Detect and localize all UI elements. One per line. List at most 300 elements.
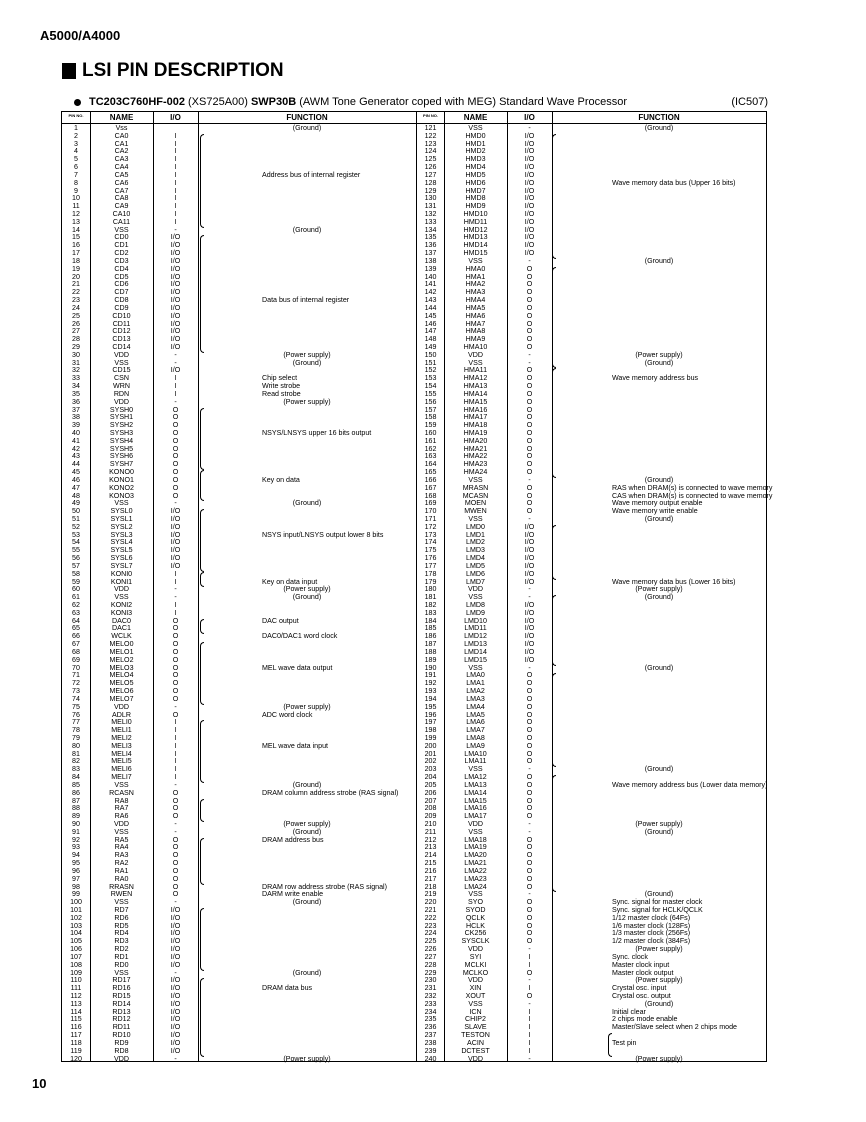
pin-number: 125 [424,155,437,164]
pin-io: O [172,859,179,868]
pin-name: HMD2 [465,147,486,156]
pin-name: VDD [468,350,483,359]
chip-name: SWP30B [250,96,297,108]
column-header-pin: PIN NO. [68,113,84,118]
pin-io: O [526,483,533,492]
pin-io: I [174,217,177,226]
pin-number: 213 [424,843,437,852]
pin-io: O [172,843,179,852]
pin-io: I [174,170,177,179]
pin-name: LMD6 [466,569,485,578]
pin-name: HMA15 [463,397,488,406]
pin-io: O [172,475,179,484]
pin-number: 142 [424,288,437,297]
pin-function: Chip select [262,374,298,383]
pin-number: 162 [424,444,437,453]
pin-name: MELI7 [111,773,132,782]
pin-io: O [526,428,533,437]
pin-io: I [174,147,177,156]
pin-number: 105 [70,937,82,946]
pin-io: O [526,327,533,336]
pin-name: LMA24 [464,882,487,891]
pin-io: I/O [170,984,181,993]
pin-name: DAC0 [112,616,131,625]
pin-name: VDD [468,819,483,828]
pin-name: HMD9 [465,202,486,211]
pin-number: 230 [424,976,437,985]
pin-number: 214 [424,851,437,860]
pin-io: - [174,702,177,711]
pin-io: O [526,694,533,703]
pin-io: O [172,671,179,680]
pin-number: 11 [72,202,80,211]
pin-number: 89 [72,812,80,821]
pin-name: VDD [114,585,129,594]
pin-number: 184 [424,616,437,625]
group-bracket [200,619,204,635]
group-bracket [200,720,204,783]
pin-io: O [526,366,533,375]
pin-function: Write strobe [262,382,301,391]
pin-io: O [526,749,533,758]
pin-io: O [172,804,179,813]
pin-number: 12 [72,210,80,219]
pin-number: 97 [72,874,80,883]
page-number: 10 [32,1076,47,1091]
pin-name: HMD1 [465,139,486,148]
pin-io: I/O [524,655,535,664]
pin-io: O [172,890,179,899]
pin-number: 170 [424,507,437,516]
pin-number: 31 [72,358,80,367]
pin-name: HMA18 [463,421,488,430]
pin-number: 173 [424,530,437,539]
pin-name: RD15 [112,992,131,1001]
pin-name: HMA8 [465,327,486,336]
pin-number: 22 [72,288,80,297]
pin-io: - [528,350,531,359]
pin-name: SLAVE [464,1023,487,1032]
pin-function: (Ground) [644,475,674,484]
pin-name: LMA4 [466,702,485,711]
pin-io: - [528,585,531,594]
pin-io: I [174,718,177,727]
pin-number: 64 [72,616,80,625]
pin-io: O [526,374,533,383]
pin-number: 159 [424,421,437,430]
pin-function: (Ground) [644,663,674,672]
pin-name: SYSL6 [110,554,133,563]
pin-io: O [172,874,179,883]
pin-number: 35 [72,389,80,398]
pin-io: - [174,593,177,602]
pin-function: (Ground) [292,124,322,132]
pin-function: (Ground) [292,499,322,508]
pin-name: HMD10 [463,210,488,219]
pin-io: I/O [170,1038,181,1047]
pin-number: 137 [424,249,437,258]
pin-name: WRN [113,382,130,391]
pin-number: 192 [424,679,437,688]
pin-name: RD0 [114,960,129,969]
pin-number: 212 [424,835,437,844]
pin-number: 208 [424,804,437,813]
pin-function: 1/2 master clock (384Fs) [612,937,691,946]
pin-function: Sync. signal for master clock [612,898,703,907]
pin-number: 166 [424,475,437,484]
pin-name: VSS [468,827,483,836]
pin-io: - [174,585,177,594]
pin-number: 100 [70,898,82,907]
pin-number: 226 [424,945,437,954]
pin-io: O [172,796,179,805]
pin-io: I [528,1046,531,1055]
pin-number: 32 [72,366,80,375]
pin-io: O [526,835,533,844]
pin-name: LMA7 [466,726,485,735]
pin-io: I/O [524,217,535,226]
pin-number: 183 [424,608,437,617]
pin-name: CD10 [112,311,131,320]
pin-function: MEL wave data output [262,663,333,672]
pin-number: 171 [424,515,437,523]
pin-number: 134 [424,225,437,234]
pin-number: 73 [72,687,80,696]
pin-name: KONI3 [110,608,133,617]
pin-number: 96 [72,866,80,875]
pin-io: - [528,976,531,985]
pin-number: 18 [72,256,80,265]
pin-io: O [526,898,533,907]
pin-number: 114 [70,1007,82,1016]
table-row [62,1056,416,1064]
pin-name: CD9 [114,303,129,312]
pin-io: - [174,499,177,508]
pin-number: 187 [424,640,437,649]
pin-function: (Ground) [644,515,674,523]
pin-io: I [528,960,531,969]
pin-function: (Power supply) [283,350,331,359]
pin-io: I/O [170,249,181,258]
pin-name: CA8 [114,194,129,203]
pin-io: I/O [524,155,535,164]
pin-number: 175 [424,546,437,555]
pin-number: 110 [70,976,82,985]
pin-io: O [526,413,533,422]
pin-io: O [526,866,533,875]
pin-io: I/O [524,530,535,539]
pin-name: QCLK [465,913,486,922]
pin-number: 4 [74,147,78,156]
pin-io: O [526,382,533,391]
pin-name: LMA19 [464,843,487,852]
pin-name: MCLKI [464,960,487,969]
pin-name: CD7 [114,288,129,297]
group-bracket [552,595,556,665]
pin-name: MELO6 [109,687,134,696]
pin-function: Master clock output [612,968,674,977]
pin-number: 156 [424,397,437,406]
pin-name: HMA2 [465,280,486,289]
pin-io: I/O [524,241,535,250]
pin-io: O [526,859,533,868]
pin-number: 122 [424,131,437,140]
pin-number: 106 [70,945,82,954]
pin-name: HMA23 [463,460,488,469]
pin-number: 205 [424,780,437,789]
pin-number: 174 [424,538,437,547]
pin-io: - [174,225,177,234]
pin-io: - [174,819,177,828]
pin-io: I/O [170,507,181,516]
pin-io: - [174,898,177,907]
pin-number: 109 [70,968,82,977]
pin-io: O [526,906,533,914]
pin-name: HMD7 [465,186,486,195]
pin-name: MELI6 [111,765,132,774]
pin-io: I [174,608,177,617]
pin-number: 45 [72,468,80,477]
pin-io: I/O [170,530,181,539]
pin-function: Wave memory write enable [612,507,698,516]
pin-name: MCASN [462,491,489,500]
pin-number: 169 [424,499,437,508]
pin-number: 116 [70,1023,82,1032]
pin-number: 180 [424,585,437,594]
pin-io: - [528,663,531,672]
pin-io: O [172,812,179,821]
pin-io: I/O [170,280,181,289]
pin-io: I [174,178,177,187]
pin-number: 215 [424,859,437,868]
pin-function: (Ground) [644,890,674,899]
pin-number: 191 [424,671,437,680]
pin-name: RD13 [112,1007,131,1016]
pin-number: 52 [72,522,80,531]
pin-name: ICN [469,1007,482,1016]
pin-name: VSS [468,475,483,484]
pin-name: HMD0 [465,131,486,140]
group-bracket [200,642,204,705]
pin-function: DRAM column address strobe (RAS signal) [262,788,399,797]
pin-number: 164 [424,460,437,469]
pin-number: 28 [72,335,80,344]
table-header [62,112,416,124]
pin-number: 235 [424,1015,437,1024]
pin-io: O [172,436,179,445]
pin-number: 195 [424,702,437,711]
pin-number: 177 [424,561,437,570]
pin-number: 2 [74,131,78,140]
pin-function: Crystal osc. input [612,984,667,993]
pin-name: MELO7 [109,694,134,703]
pin-name: HMA4 [465,296,486,305]
pin-name: RD17 [112,976,131,985]
pin-io: I [174,382,177,391]
pin-number: 65 [72,624,80,633]
pin-name: SYSL3 [110,530,133,539]
pin-function: Master clock input [612,960,670,969]
pin-function: (Ground) [644,765,674,774]
pin-function: Wave memory address bus (Lower data memory) [612,780,768,789]
pin-number: 72 [72,679,80,688]
pin-io: I/O [170,929,181,938]
pin-name: KONO3 [109,491,134,500]
pin-number: 126 [424,163,437,172]
pin-io: I [174,194,177,203]
pin-io: O [172,679,179,688]
pin-number: 78 [72,726,80,735]
pin-number: 62 [72,601,80,610]
pin-name: HMA20 [463,436,488,445]
pin-name: RA1 [114,866,129,875]
pin-number: 233 [424,999,437,1008]
pin-name: RD5 [114,921,129,930]
pin-name: LMA22 [464,866,487,875]
pin-name: SYSL7 [110,561,133,570]
pin-io: I [174,569,177,578]
pin-number: 151 [424,358,437,367]
pin-function: Crystal osc. output [612,992,671,1001]
pin-io: I/O [524,147,535,156]
pin-io: I/O [170,1015,181,1024]
pin-name: KONO0 [109,468,134,477]
pin-name: RD14 [112,999,131,1008]
pin-name: LMA20 [464,851,487,860]
pin-number: 120 [70,1054,82,1063]
pin-name: SYSL5 [110,546,133,555]
pin-number: 39 [72,421,80,430]
pin-name: RA3 [114,851,129,860]
pin-number: 40 [72,428,80,437]
pin-name: VSS [468,890,483,899]
pin-number: 56 [72,554,80,563]
pin-number: 14 [72,225,80,234]
pin-name: VSS [468,999,483,1008]
pin-io: I [174,202,177,211]
table-row [417,1056,766,1064]
pin-name: KONI0 [110,569,133,578]
pin-function: Address bus of internal register [262,170,361,179]
pin-name: HMD5 [465,170,486,179]
pin-number: 115 [70,1015,82,1024]
pin-io: - [528,890,531,899]
pin-name: MELI0 [111,718,132,727]
pin-number: 23 [72,296,80,305]
pin-name: LMA0 [466,671,485,680]
pin-function: Initial clear [612,1007,646,1016]
pin-number: 146 [424,319,437,328]
pin-io: I/O [170,327,181,336]
chip-alt: (XS725A00) [188,96,248,108]
pin-io: - [528,945,531,954]
pin-number: 185 [424,624,437,633]
pin-name: DAC1 [112,624,131,633]
pin-io: O [526,726,533,735]
pin-io: I/O [524,194,535,203]
pin-name: Vss [115,124,128,132]
section-title-text: LSI PIN DESCRIPTION [82,60,284,81]
pin-function: (Power supply) [635,1054,683,1063]
pin-number: 217 [424,874,437,883]
pin-number: 27 [72,327,80,336]
pin-name: LMA18 [464,835,487,844]
pin-io: O [526,280,533,289]
pin-io: I/O [170,913,181,922]
pin-name: RD12 [112,1015,131,1024]
pin-number: 13 [72,217,80,226]
pin-name: LMA8 [466,733,485,742]
pin-number: 128 [424,178,437,187]
pin-name: LMA2 [466,687,485,696]
pin-number: 197 [424,718,437,727]
pin-io: - [174,968,177,977]
pin-io: O [526,882,533,891]
pin-number: 223 [424,921,437,930]
pin-function: RAS when DRAM(s) is connected to wave memory [612,483,773,492]
pin-name: LMD1 [466,530,485,539]
pin-name: VDD [468,976,483,985]
pin-name: VSS [468,358,483,367]
pin-name: VSS [114,827,129,836]
group-bracket [200,509,204,572]
pin-number: 141 [424,280,437,289]
pin-number: 140 [424,272,437,281]
pin-number: 135 [424,233,437,242]
pin-number: 186 [424,632,437,641]
pin-io: O [526,796,533,805]
pin-name: VSS [468,593,483,602]
pin-number: 90 [72,819,80,828]
pin-function: (Ground) [292,358,322,367]
pin-io: I/O [170,945,181,954]
pin-io: I/O [524,647,535,656]
pin-number: 86 [72,788,80,797]
pin-name: MELI2 [111,733,132,742]
pin-number: 224 [424,929,437,938]
pin-function: (Ground) [292,827,322,836]
pin-io: I/O [170,952,181,961]
pin-io: I [174,773,177,782]
pin-number: 188 [424,647,437,656]
model-name: A5000/A4000 [40,28,121,43]
pin-io: O [172,647,179,656]
pin-number: 131 [424,202,437,211]
pin-name: KONI2 [110,601,133,610]
pin-name: KONO2 [109,483,134,492]
pin-function: (Power supply) [283,702,331,711]
pin-io: O [526,718,533,727]
pin-number: 123 [424,139,437,148]
pin-number: 113 [70,999,82,1008]
pin-io: O [526,804,533,813]
pin-name: HMA3 [465,288,486,297]
pin-number: 44 [72,460,80,469]
pin-io: O [526,397,533,406]
pin-io: O [526,812,533,821]
pin-name: RD7 [114,906,129,914]
pin-io: I/O [170,538,181,547]
pin-io: I/O [524,522,535,531]
pin-function: DARM write enable [262,890,324,899]
pin-function: DAC0/DAC1 word clock [262,632,338,641]
pin-io: I [174,726,177,735]
pin-io: O [172,655,179,664]
pin-io: - [528,124,531,132]
pin-name: SYSH6 [109,452,134,461]
pin-table [61,111,773,1063]
pin-io: I [528,952,531,961]
